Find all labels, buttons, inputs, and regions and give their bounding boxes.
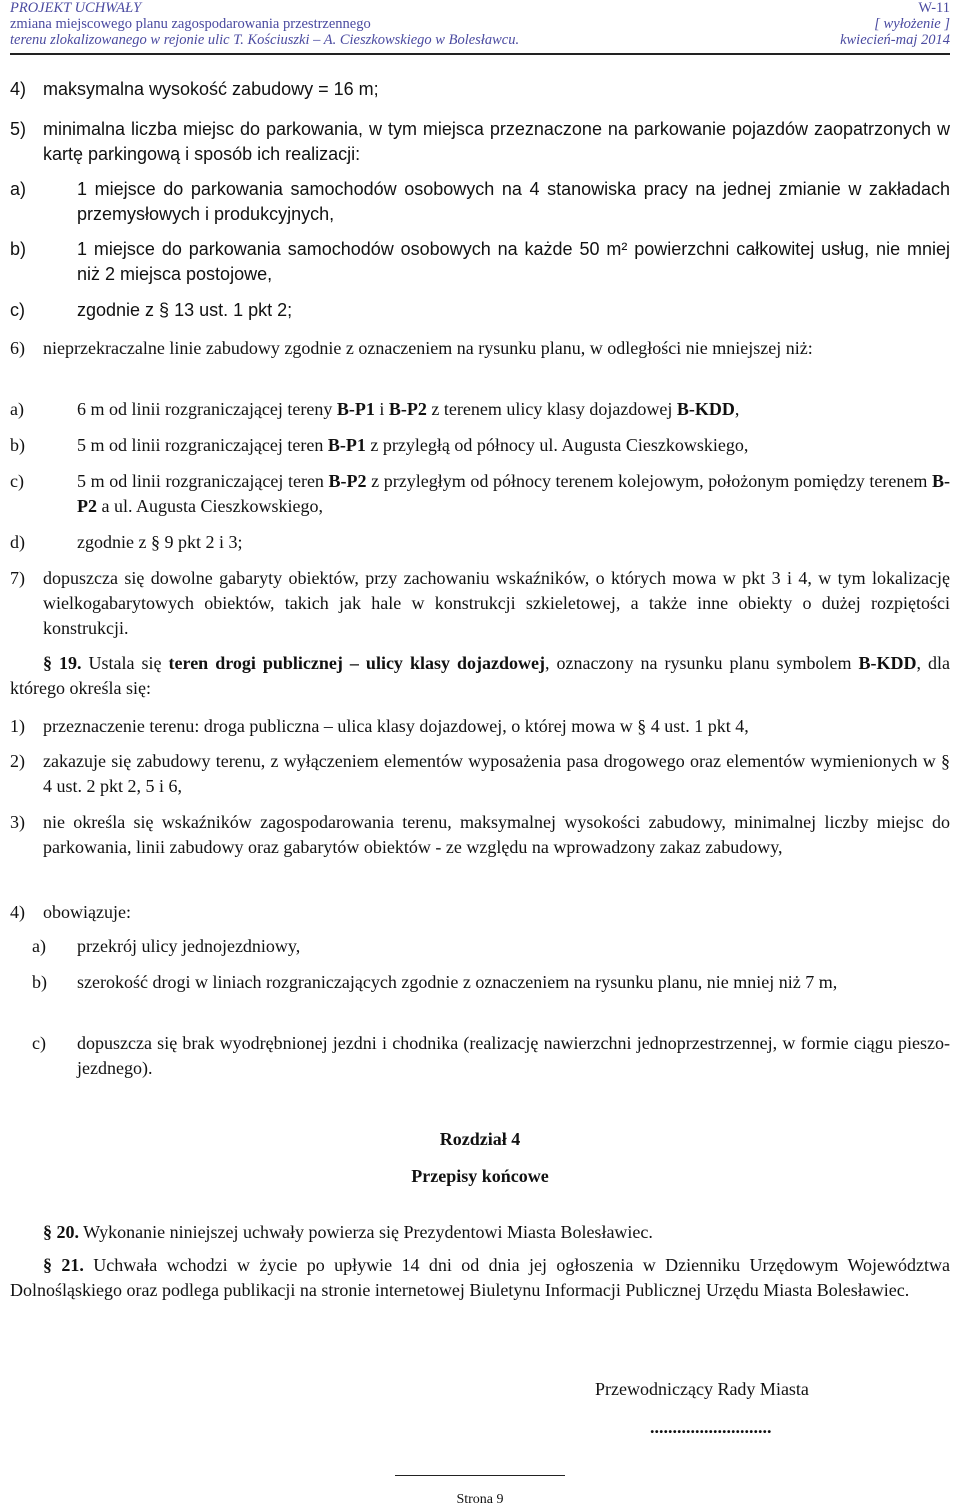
list-text: obowiązuje: xyxy=(43,902,131,922)
list-text: 1 miejsce do parkowania samochodów osobowych na 4 stanowiska pracy na jednej zmianie w zakładach przemysłowych i produkcyjnych, xyxy=(77,179,950,224)
list-text: dopuszcza się brak wyodrębnionej jezdni i chodnika (realizację nawierzchni jednoprzestrzennej, w formie ciągu pieszo-jezdnego). xyxy=(77,1033,950,1078)
list-item-19-1 xyxy=(10,714,950,739)
list-label: 7) xyxy=(10,568,25,588)
list-label: 3) xyxy=(10,812,25,832)
list-item-19-4c xyxy=(10,1031,950,1081)
header-divider xyxy=(10,53,950,55)
list-item-19-4b xyxy=(10,970,950,995)
list-item-5b xyxy=(10,237,950,287)
list-text: przeznaczenie terenu: droga publiczna – ulica klasy dojazdowej, o której mowa w § 4 ust. 1 pkt 4, xyxy=(43,716,749,736)
signature-line: ........................... xyxy=(650,1417,772,1437)
list-item-6d xyxy=(10,530,950,555)
list-label: 6) xyxy=(10,338,25,358)
list-text: minimalna liczba miejsc do parkowania, w tym miejsca przeznaczone na parkowanie pojazdów zaopatrzonych w kartę parkingową i sposób ich realizacji: xyxy=(43,119,950,164)
list-text: 5 m od linii rozgraniczającej teren B-P1 z przyległą od północy ul. Augusta Cieszkowskiego, xyxy=(77,435,749,455)
list-label: b) xyxy=(10,435,25,455)
list-label: 4) xyxy=(10,902,25,922)
list-label: a) xyxy=(32,936,46,956)
header-stage: [ wyłożenie ] xyxy=(874,16,950,32)
list-item-19-4a xyxy=(10,934,950,959)
list-text: 6 m od linii rozgraniczającej tereny B-P1 i B-P2 z terenem ulicy klasy dojazdowej B-KDD, xyxy=(77,399,740,419)
list-text: maksymalna wysokość zabudowy = 16 m; xyxy=(43,79,379,99)
list-label: c) xyxy=(10,300,25,320)
page-number: Strona 9 xyxy=(456,1492,504,1507)
list-label: b) xyxy=(32,972,47,992)
paragraph-number: § 20. xyxy=(43,1222,79,1242)
list-item-6c xyxy=(10,469,950,519)
header-plan-name: zmiana miejscowego planu zagospodarowania przestrzennego xyxy=(10,16,371,32)
list-text: nieprzekraczalne linie zabudowy zgodnie z oznaczeniem na rysunku planu, w odległości nie mniejszej niż: xyxy=(43,338,813,358)
list-text: zgodnie z § 9 pkt 2 i 3; xyxy=(77,532,243,552)
paragraph-21: § 21. Uchwała wchodzi w życie po upływie 14 dni od dnia jej ogłoszenia w Dzienniku Urzędowym Województwa Dolnośląskiego oraz podlega publikacji na stronie internetowej Biuletynu Informacji Publicznej Urzędu Miasta Bolesławiec. xyxy=(10,1255,950,1300)
list-label: a) xyxy=(10,399,24,419)
list-label: d) xyxy=(10,532,25,552)
paragraph-number: § 21. xyxy=(43,1255,84,1275)
header-date: kwiecień-maj 2014 xyxy=(840,32,950,48)
paragraph-19: § 19. Ustala się teren drogi publicznej – ulicy klasy dojazdowej, oznaczony na rysunku planu symbolem B-KDD, dla którego określa się: xyxy=(10,653,950,698)
paragraph-number: § 19. xyxy=(43,653,82,673)
list-label: a) xyxy=(10,179,27,199)
list-item-19-2 xyxy=(10,749,950,799)
list-item-6 xyxy=(10,336,950,361)
list-label: 4) xyxy=(10,79,27,99)
signature-role: Przewodniczący Rady Miasta xyxy=(595,1379,809,1399)
chapter-subtitle: Przepisy końcowe xyxy=(411,1166,549,1186)
list-label: c) xyxy=(32,1033,46,1053)
paragraph-20: § 20. Wykonanie niniejszej uchwały powierza się Prezydentowi Miasta Bolesławiec. xyxy=(43,1222,653,1242)
list-text: przekrój ulicy jednojezdniowy, xyxy=(77,936,301,956)
list-item-4 xyxy=(10,77,950,102)
list-item-6a xyxy=(10,397,950,422)
list-item-6b xyxy=(10,433,950,458)
list-label: 5) xyxy=(10,119,27,139)
list-text: zgodnie z § 13 ust. 1 pkt 2; xyxy=(77,300,293,320)
footer-divider xyxy=(395,1475,565,1476)
header-location: terenu zlokalizowanego w rejonie ulic T. Kościuszki – A. Cieszkowskiego w Bolesławcu. xyxy=(10,32,520,48)
list-text: nie określa się wskaźników zagospodarowania terenu, maksymalnej wysokości zabudowy, minimalnej liczby miejsc do parkowania, linii zabudowy oraz gabarytów obiektów - ze względu na wprowadzony zakaz zabudowy, xyxy=(43,812,950,857)
list-item-7 xyxy=(10,566,950,641)
list-item-5 xyxy=(10,117,950,167)
list-text: 5 m od linii rozgraniczającej teren B-P2 z przyległym od północy terenem kolejowym, położonym pomiędzy terenem B-P2 a ul. Augusta Cieszkowskiego, xyxy=(77,471,950,516)
list-text: dopuszcza się dowolne gabaryty obiektów, przy zachowaniu wskaźników, o których mowa w pkt 3 i 4, w tym lokalizację wielkogabarytowych obiektów, takich jak hale w konstrukcji szkieletowej, a także inne obiekty o dużej rozpiętości konstrukcji. xyxy=(43,568,950,638)
list-label: c) xyxy=(10,471,24,491)
page-header xyxy=(10,0,950,52)
list-item-5a xyxy=(10,177,950,227)
list-label: 1) xyxy=(10,716,25,736)
list-item-19-4 xyxy=(10,900,950,925)
list-text: szerokość drogi w liniach rozgraniczających zgodnie z oznaczeniem na rysunku planu, nie mniej niż 7 m, xyxy=(77,972,838,992)
list-label: 2) xyxy=(10,751,25,771)
list-text: zakazuje się zabudowy terenu, z wyłączeniem elementów wyposażenia pasa drogowego oraz elementów wymienionych w § 4 ust. 2 pkt 2, 5 i 6, xyxy=(43,751,950,796)
list-item-19-3 xyxy=(10,810,950,860)
header-project-label: PROJEKT UCHWAŁY xyxy=(10,0,142,16)
list-item-5c xyxy=(10,298,950,323)
header-code: W-11 xyxy=(918,0,950,16)
list-text: 1 miejsce do parkowania samochodów osobowych na każde 50 m² powierzchni całkowitej usług, nie mniej niż 2 miejsca postojowe, xyxy=(77,239,950,284)
list-label: b) xyxy=(10,239,27,259)
chapter-title: Rozdział 4 xyxy=(439,1129,521,1149)
